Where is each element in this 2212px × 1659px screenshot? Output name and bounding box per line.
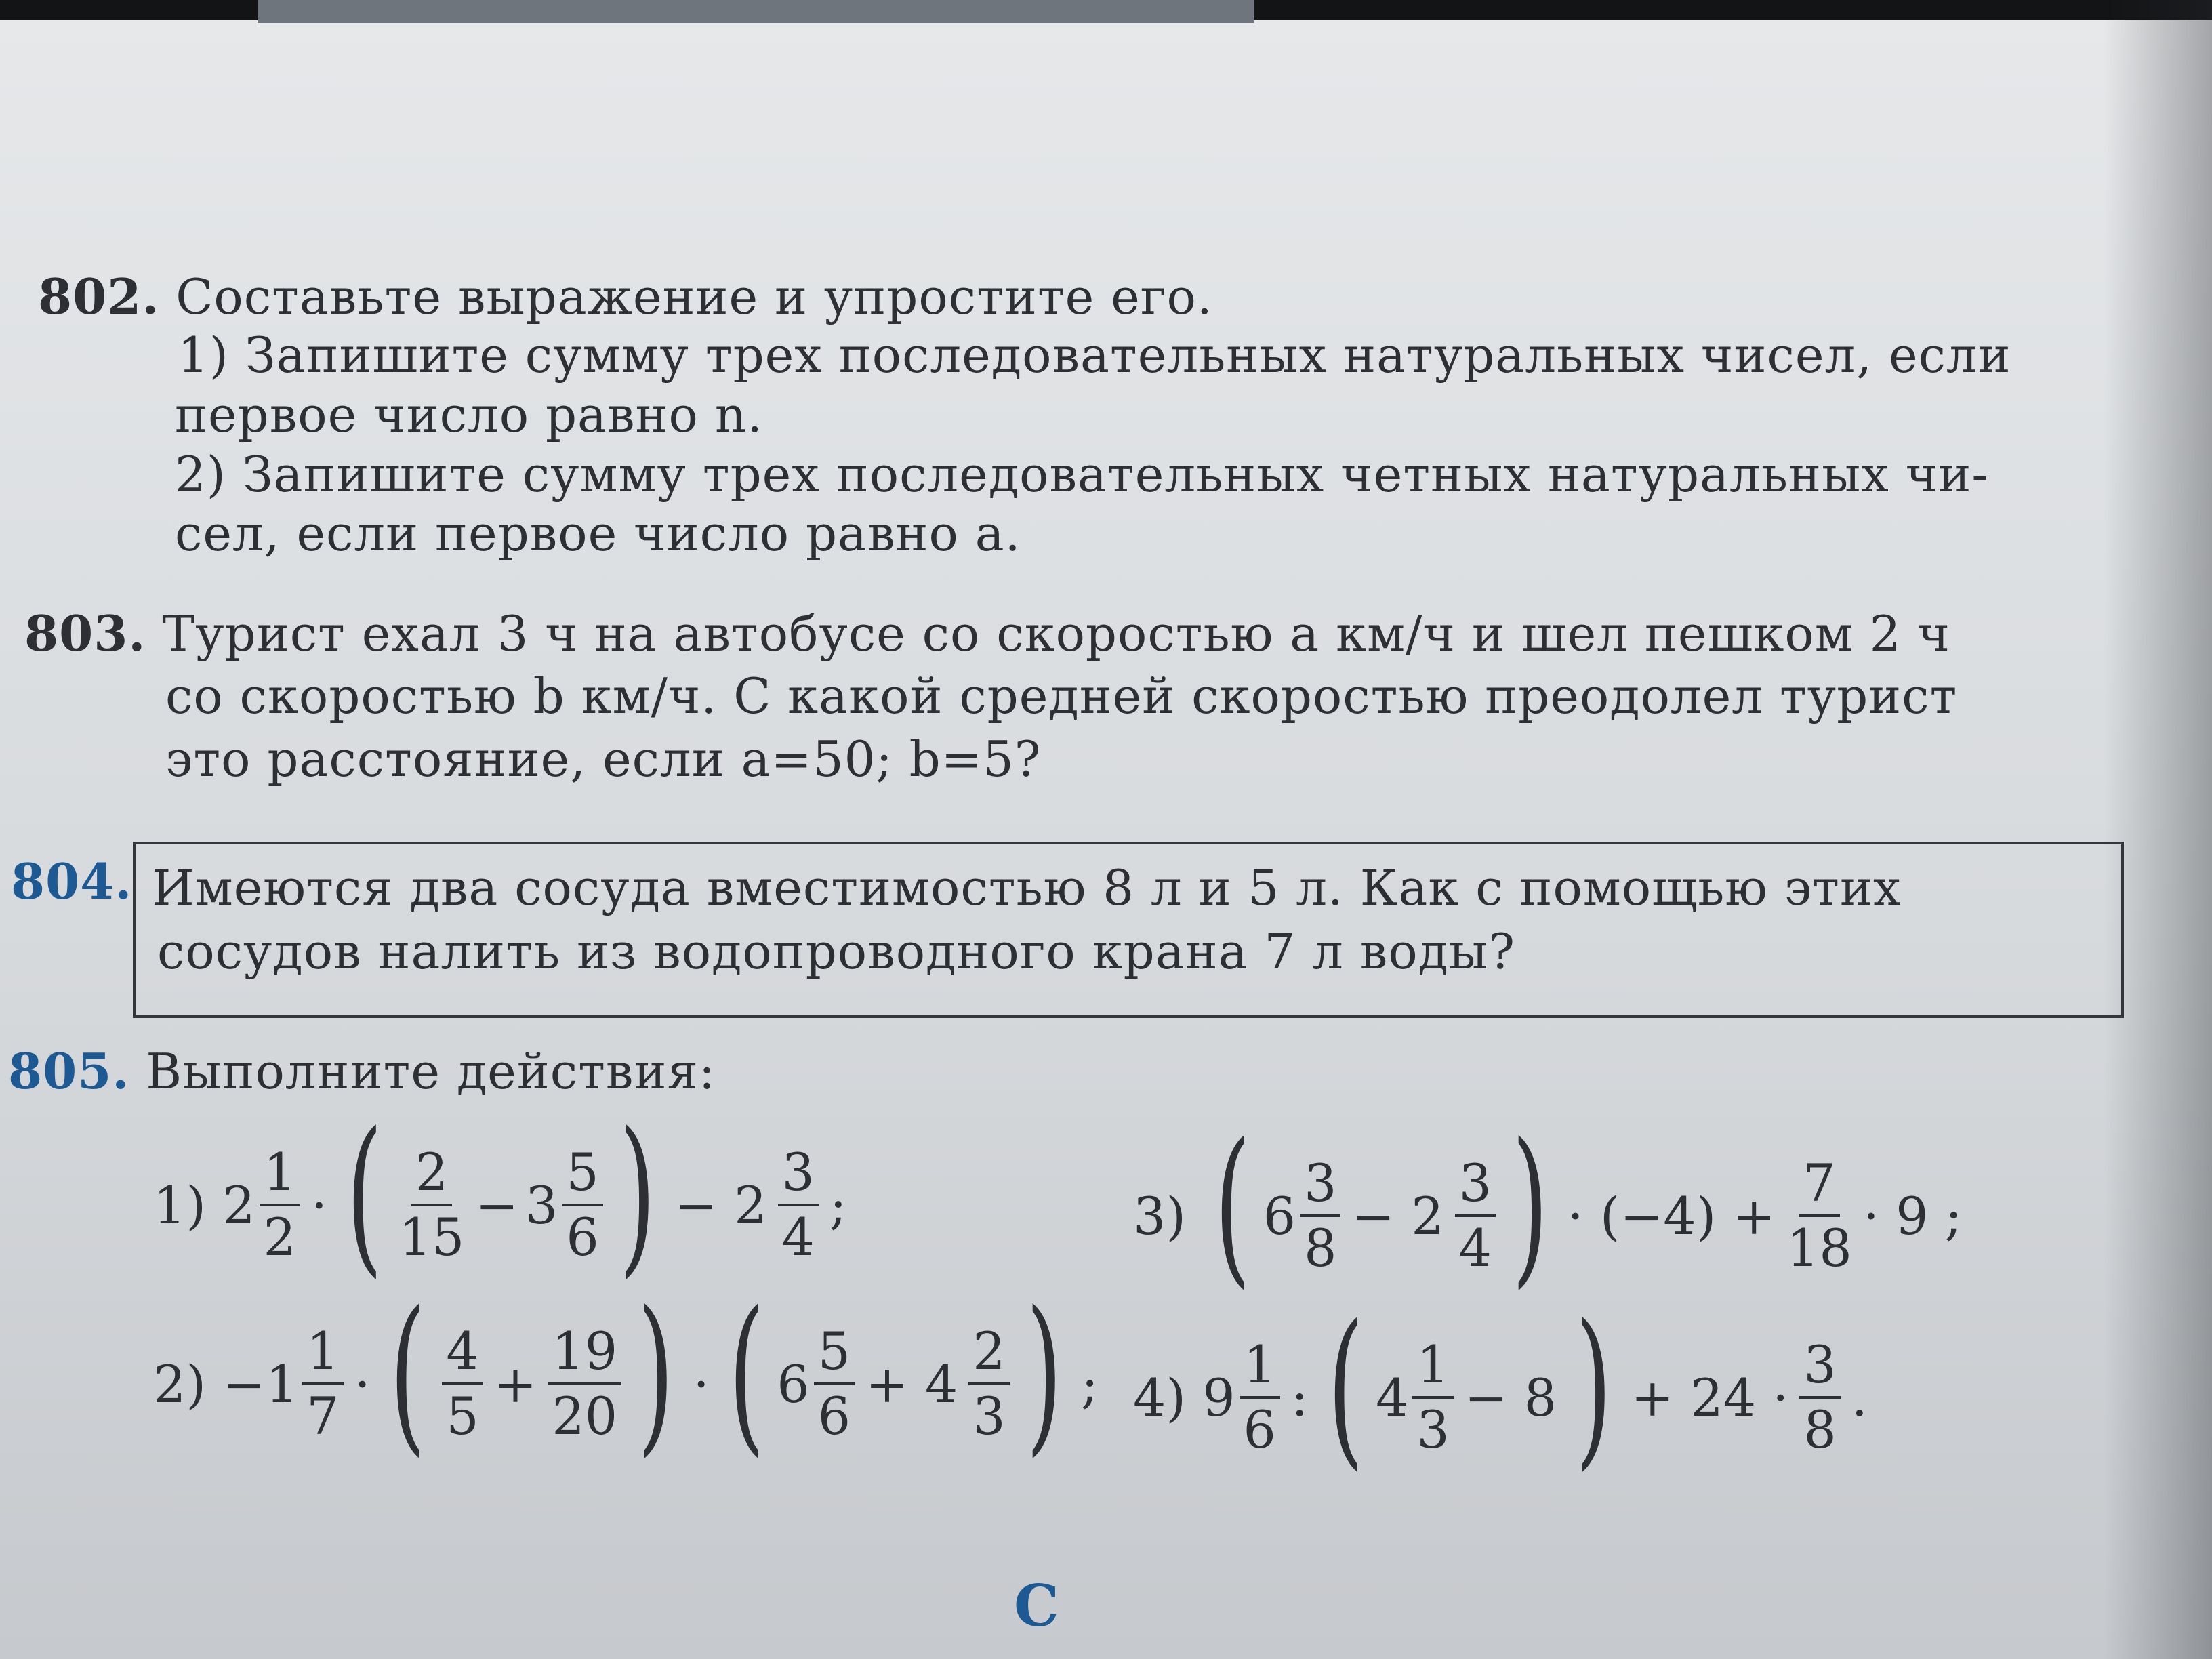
expression-1: 1) 2 $\frac{1}{2}$ · ( $\frac{2}{15}$ − 3 $\frac{5}{6}$ ) − 2 $\frac{3}{4}$ ; [153, 1096, 847, 1293]
expression-label: 2) [153, 1353, 207, 1414]
problem-text: Турист ехал 3 ч на автобусе со скоростью a км/ч и шел пешком 2 ч [162, 605, 1950, 662]
right-paren: ) [1575, 1288, 1612, 1486]
problem-text: Составьте выражение и упростите его. [176, 268, 1213, 325]
problem-text: 1) Запишите сумму трех последовательных натуральных чисел, если [178, 327, 2011, 384]
footer-letter: С [1014, 1572, 1059, 1639]
problem-number: 804. [11, 853, 133, 910]
left-paren: ( [728, 1275, 765, 1472]
left-paren: ( [1214, 1107, 1251, 1304]
problem-number: 805. [8, 1042, 130, 1100]
fraction: $\frac{1}{7}$ [302, 1326, 343, 1442]
right-paren: ) [638, 1275, 674, 1472]
right-shadow [2104, 0, 2212, 1659]
expression-label: 1) [153, 1174, 207, 1235]
fraction: $\frac{19}{20}$ [548, 1326, 621, 1442]
problem-title: Выполните действия: [146, 1043, 716, 1100]
top-page-edge [258, 0, 1254, 23]
problem-text: первое число равно n. [175, 386, 763, 443]
expression-2: 2) −1 $\frac{1}{7}$ · ( $\frac{4}{5}$ + $\frac{19}{20}$ ) · ( 6 $\frac{5}{6}$ + 4 $\frac{2}{3}$ ) ; [153, 1275, 1099, 1472]
problem-text: 2) Запишите сумму трех последовательных четных натуральных чи- [175, 446, 1989, 503]
fraction: $\frac{3}{4}$ [778, 1147, 819, 1263]
right-paren: ) [1511, 1107, 1549, 1304]
fraction: $\frac{3}{8}$ [1300, 1158, 1340, 1274]
fraction: $\frac{3}{4}$ [1455, 1158, 1496, 1274]
problem-text: сел, если первое число равно a. [175, 505, 1021, 562]
problem-number: 803. [24, 605, 146, 662]
expression-label: 4) [1133, 1367, 1187, 1428]
left-paren: ( [1327, 1288, 1364, 1486]
expression-label: 3) [1133, 1185, 1187, 1246]
fraction: $\frac{7}{18}$ [1786, 1153, 1852, 1278]
problem-number: 802. [38, 268, 160, 325]
left-paren: ( [389, 1275, 426, 1472]
right-paren: ) [619, 1096, 656, 1293]
fraction: $\frac{1}{3}$ [1412, 1339, 1453, 1456]
problem-text: сосудов налить из водопроводного крана 7 л воды? [157, 923, 1515, 980]
fraction: $\frac{5}{6}$ [814, 1326, 855, 1442]
fraction: $\frac{1}{2}$ [260, 1147, 300, 1263]
fraction: $\frac{3}{8}$ [1799, 1339, 1840, 1456]
problem-text: со скоростью b км/ч. С какой средней скоростью преодолел турист [165, 668, 1958, 724]
fraction: $\frac{2}{15}$ [398, 1142, 465, 1267]
fraction: $\frac{1}{6}$ [1240, 1339, 1280, 1456]
left-paren: ( [346, 1096, 383, 1293]
right-paren: ) [1025, 1275, 1063, 1472]
fraction: $\frac{2}{3}$ [968, 1326, 1009, 1442]
expression-4: 4) 9 $\frac{1}{6}$ : ( 4 $\frac{1}{3}$ − 8 ) + 24 · $\frac{3}{8}$ . [1133, 1288, 1868, 1486]
problem-text: Имеются два сосуда вместимостью 8 л и 5 л. Как с помощью этих [152, 859, 1902, 916]
problem-text: это расстояние, если a=50; b=5? [165, 731, 1042, 787]
fraction: $\frac{5}{6}$ [562, 1147, 602, 1263]
expression-3: 3) ( 6 $\frac{3}{8}$ − 2 $\frac{3}{4}$ ) · (−4) + $\frac{7}{18}$ · 9 ; [1133, 1107, 1963, 1304]
fraction: $\frac{4}{5}$ [442, 1326, 483, 1442]
